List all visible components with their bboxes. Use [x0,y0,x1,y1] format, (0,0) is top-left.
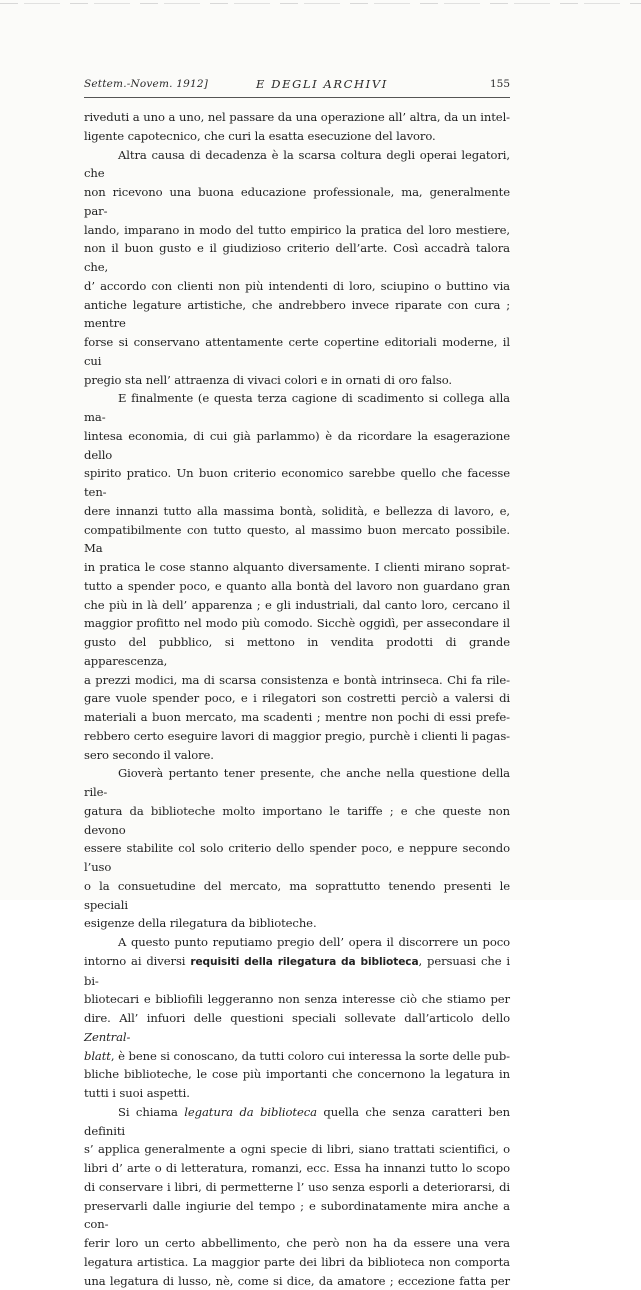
p2-line: non il buon gusto e il giudizioso criterio dell’arte. Così accadrà talora che, [84,239,510,277]
p5-line [84,952,510,991]
p4-line: gatura da biblioteche molto importano le tariffe ; e che queste non devono [84,802,510,840]
scan-artifact-line [0,3,641,4]
p4-line: esigenze della rilegatura da biblioteche. [84,914,510,933]
p3-line: spirito pratico. Un buon criterio economico sarebbe quello che facesse ten- [84,464,510,502]
p5-line [84,1047,510,1066]
p2-line: non ricevono una buona educazione professionale, ma, generalmente par- [84,183,510,221]
p6-text: quella che senza caratteri ben definiti [84,1105,510,1138]
p4-line: o la consuetudine del mercato, ma soprattutto tenendo presenti le speciali [84,877,510,915]
p6-line: s’ applica generalmente a ogni specie di libri, siano trattati scientifici, o [84,1140,510,1159]
p3-line: E finalmente (e questa terza cagione di scadimento si collega alla ma- [84,389,510,427]
p1-line: ligente capotecnico, che curi la esatta esecuzione del lavoro. [84,127,510,146]
p3-line: materiali a buon mercato, ma scadenti ; mentre non pochi di essi prefe- [84,708,510,727]
p3-line: rebbero certo eseguire lavori di maggior pregio, purchè i clienti li pagas- [84,727,510,746]
p1-line: riveduti a uno a uno, nel passare da una operazione all’ altra, da un intel- [84,108,510,127]
p4-line: essere stabilite col solo criterio dello spender poco, e neppure secondo l’uso [84,839,510,877]
page-number: 155 [490,78,510,90]
p6-line [84,1103,510,1141]
header-date: Settem.-Novem. 1912] [84,78,208,90]
p2-line: Altra causa di decadenza è la scarsa coltura degli operai legatori, che [84,146,510,184]
p2-line: lando, imparano in modo del tutto empirico la pratica del loro mestiere, [84,221,510,240]
p5-line: bliotecari e bibliofili leggeranno non senza interesse ciò che stiamo per [84,990,510,1009]
p3-line: sero secondo il valore. [84,746,510,765]
p6-line: di conservare i libri, di permetterne l’ uso senza esporli a deteriorarsi, di [84,1178,510,1197]
p6-line: libri d’ arte o di letteratura, romanzi, ecc. Essa ha innanzi tutto lo scopo [84,1159,510,1178]
p5-line: bliche biblioteche, le cose più importanti che concernono la legatura in [84,1065,510,1084]
p3-line: maggior profitto nel modo più comodo. Sicchè oggidì, per assecondare il [84,614,510,633]
p4-line: Gioverà pertanto tener presente, che anche nella questione della rile- [84,764,510,802]
p6-line: preservarli dalle ingiurie del tempo ; e subordinatamente mira anche a con- [84,1197,510,1235]
p2-line: d’ accordo con clienti non più intendenti di loro, sciupino o buttino via [84,277,510,296]
p3-line: che più in là dell’ apparenza ; e gli industriali, dal canto loro, cercano il [84,596,510,615]
p5-line: A questo punto reputiamo pregio dell’ opera il discorrere un poco [84,933,510,952]
p3-line: tutto a spender poco, e quanto alla bontà del lavoro non guardano gran [84,577,510,596]
p3-line: dere innanzi tutto alla massima bontà, solidità, e bellezza di lavoro, e, [84,502,510,521]
p5-text: intorno ai diversi [84,954,190,968]
p3-line: gare vuole spender poco, e i rilegatori son costretti perciò a valersi di [84,689,510,708]
p5-bold-phrase: requisiti della rilegatura da biblioteca [190,956,418,968]
p5-text: , persuasi che i bi- [84,954,510,988]
header-rule [84,97,510,98]
p3-line: in pratica le cose stanno alquanto diversamente. I clienti mirano soprat- [84,558,510,577]
p5-line [84,1009,510,1047]
p5-text: , è bene si conoscano, da tutti coloro cui interessa la sorte delle pub- [111,1049,510,1063]
p6-italic-term: legatura da biblioteca [184,1105,317,1119]
p6-line: ferir loro un certo abbellimento, che però non ha da essere una vera [84,1234,510,1253]
p2-line: pregio sta nell’ attraenza di vivaci colori e in ornati di oro falso. [84,371,510,390]
header-title: E DEGLI ARCHIVI [256,77,388,91]
p2-line: antiche legature artistiche, che andrebbero invece riparate con cura ; mentre [84,296,510,334]
p6-text: Si chiama [118,1105,184,1119]
p6-line: una legatura di lusso, nè, come si dice, da amatore ; eccezione fatta per [84,1272,510,1290]
p5-italic-title: Zentral- [84,1030,130,1044]
running-header [84,78,510,94]
p3-line: compatibilmente con tutto questo, al massimo buon mercato possibile. Ma [84,521,510,559]
body-text [84,108,510,1290]
p3-line: gusto del pubblico, si mettono in vendita prodotti di grande apparescenza, [84,633,510,671]
p5-text: dire. All’ infuori delle questioni speciali sollevate dall’articolo dello [84,1011,510,1025]
p6-line: legatura artistica. La maggior parte dei libri da biblioteca non comporta [84,1253,510,1272]
p5-line: tutti i suoi aspetti. [84,1084,510,1103]
p3-line: lintesa economia, di cui già parlammo) è da ricordare la esagerazione dello [84,427,510,465]
p2-line: forse si conservano attentamente certe copertine editoriali moderne, il cui [84,333,510,371]
p5-italic-title: blatt [84,1049,111,1063]
p3-line: a prezzi modici, ma di scarsa consistenza e bontà intrinseca. Chi fa rile- [84,671,510,690]
